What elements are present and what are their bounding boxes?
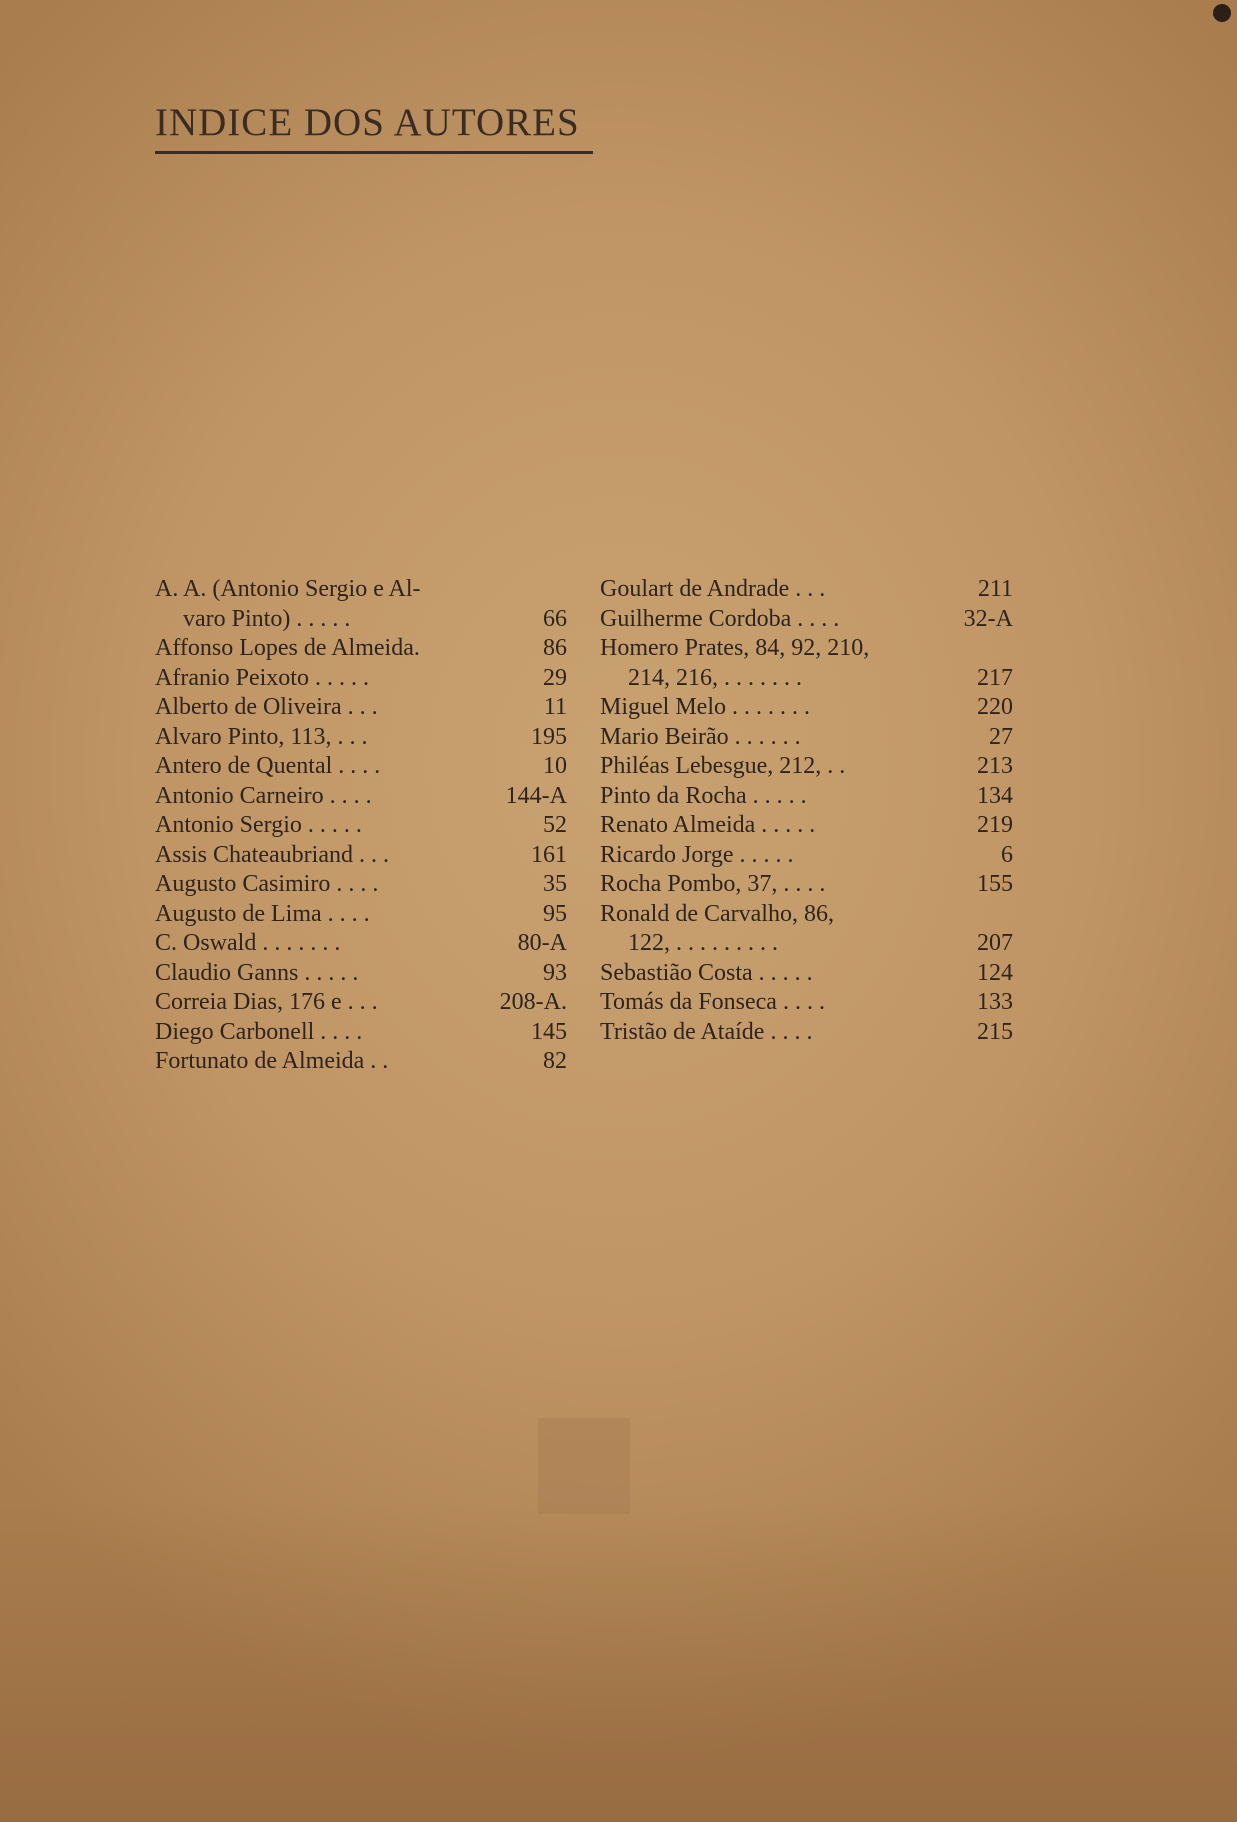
author-name: Guilherme Cordoba . . . . bbox=[600, 605, 840, 632]
page-reference: 6 bbox=[1001, 841, 1013, 868]
index-entry bbox=[155, 723, 567, 753]
page-reference: 220 bbox=[977, 694, 1013, 720]
page-reference: 155 bbox=[977, 871, 1013, 897]
page-reference: 95 bbox=[543, 900, 567, 927]
author-name: Affonso Lopes de Almeida. bbox=[155, 635, 420, 661]
author-name: Antero de Quental . . . . bbox=[155, 753, 381, 779]
index-title: INDICE DOS AUTORES bbox=[155, 101, 580, 144]
index-entry bbox=[600, 605, 1013, 635]
author-name: Alvaro Pinto, 113, . . . bbox=[155, 723, 368, 750]
author-name: Homero Prates, 84, 92, 210, bbox=[600, 635, 870, 661]
index-entry bbox=[600, 959, 1013, 989]
index-entry bbox=[600, 811, 1013, 841]
author-name: C. Oswald . . . . . . . bbox=[155, 930, 341, 956]
index-entry bbox=[600, 634, 1013, 693]
page-reference: 195 bbox=[531, 723, 567, 750]
page-reference: 207 bbox=[977, 930, 1013, 956]
author-name: Alberto de Oliveira . . . bbox=[155, 694, 378, 720]
author-name: Tomás da Fonseca . . . . bbox=[600, 989, 825, 1015]
page-reference: 93 bbox=[543, 959, 567, 986]
author-name: Pinto da Rocha . . . . . bbox=[600, 782, 807, 809]
author-name: Antonio Carneiro . . . . bbox=[155, 782, 372, 809]
page-reference: 211 bbox=[977, 576, 1013, 602]
page-reference: 52 bbox=[543, 812, 567, 838]
index-entry bbox=[155, 664, 567, 694]
index-entry bbox=[600, 723, 1013, 753]
author-name: Assis Chateaubriand . . . bbox=[155, 841, 389, 868]
author-name: Ricardo Jorge . . . . . bbox=[600, 841, 794, 868]
page-reference: 217 bbox=[977, 664, 1013, 691]
author-name: Tristão de Ataíde . . . . bbox=[600, 1018, 813, 1045]
page-reference: 35 bbox=[543, 871, 567, 897]
author-name: Philéas Lebesgue, 212, . . bbox=[600, 753, 846, 779]
page-reference: 32-A bbox=[963, 605, 1013, 632]
page-reference: 215 bbox=[977, 1018, 1013, 1045]
index-entry bbox=[155, 929, 567, 959]
page-reference: 27 bbox=[989, 723, 1013, 750]
page-reference: 66 bbox=[543, 605, 567, 632]
ink-spot bbox=[1213, 4, 1231, 22]
author-name: Afranio Peixoto . . . . . bbox=[155, 664, 369, 691]
index-entry bbox=[600, 693, 1013, 723]
author-name: Augusto de Lima . . . . bbox=[155, 900, 370, 927]
index-entry bbox=[155, 900, 567, 930]
index-entry bbox=[600, 752, 1013, 782]
index-entry bbox=[155, 752, 567, 782]
index-column-left bbox=[155, 575, 567, 1077]
page-reference: 11 bbox=[543, 694, 567, 720]
page-reference: 124 bbox=[977, 959, 1013, 986]
index-entry bbox=[155, 959, 567, 989]
author-name: Antonio Sergio . . . . . bbox=[155, 812, 362, 838]
page-reference: 161 bbox=[531, 841, 567, 868]
author-name: Correia Dias, 176 e . . . bbox=[155, 989, 378, 1015]
page-reference: 145 bbox=[531, 1018, 567, 1045]
author-name-continuation: 122, . . . . . . . . . bbox=[628, 930, 778, 956]
page-reference: 213 bbox=[977, 753, 1013, 779]
page-reference: 80-A bbox=[517, 930, 567, 956]
author-name: A. A. (Antonio Sergio e Al- bbox=[155, 576, 421, 602]
page-reference: 82 bbox=[543, 1048, 567, 1074]
page-reference: 134 bbox=[977, 782, 1013, 809]
index-column-right bbox=[600, 575, 1013, 1047]
author-name-continuation: varo Pinto) . . . . . bbox=[183, 605, 351, 632]
page-reference: 219 bbox=[977, 812, 1013, 838]
author-name: Rocha Pombo, 37, . . . . bbox=[600, 871, 826, 897]
index-entry bbox=[600, 841, 1013, 871]
faded-stamp-mark bbox=[538, 1418, 630, 1514]
index-entry bbox=[155, 870, 567, 900]
title-underline bbox=[155, 151, 593, 154]
author-name: Ronald de Carvalho, 86, bbox=[600, 900, 834, 927]
page-reference: 29 bbox=[543, 664, 567, 691]
index-entry bbox=[600, 900, 1013, 959]
page-reference: 208-A. bbox=[499, 989, 567, 1015]
index-entry bbox=[600, 1018, 1013, 1048]
author-name: Miguel Melo . . . . . . . bbox=[600, 694, 810, 720]
author-name: Augusto Casimiro . . . . bbox=[155, 871, 379, 897]
author-name: Renato Almeida . . . . . bbox=[600, 812, 816, 838]
index-entry bbox=[155, 841, 567, 871]
author-name-continuation: 214, 216, . . . . . . . bbox=[628, 664, 802, 691]
author-name: Mario Beirão . . . . . . bbox=[600, 723, 801, 750]
index-entry bbox=[600, 575, 1013, 605]
page-reference: 10 bbox=[543, 753, 567, 779]
author-name: Fortunato de Almeida . . bbox=[155, 1048, 389, 1074]
index-entry bbox=[155, 575, 567, 634]
index-entry bbox=[600, 782, 1013, 812]
author-name: Goulart de Andrade . . . bbox=[600, 576, 826, 602]
page-reference: 133 bbox=[977, 989, 1013, 1015]
index-entry bbox=[155, 693, 567, 723]
index-entry bbox=[600, 988, 1013, 1018]
index-entry bbox=[155, 1047, 567, 1077]
page-reference: 86 bbox=[543, 635, 567, 661]
index-entry bbox=[600, 870, 1013, 900]
page-reference: 144-A bbox=[505, 782, 567, 809]
index-entry bbox=[155, 988, 567, 1018]
index-entry bbox=[155, 1018, 567, 1048]
author-name: Claudio Ganns . . . . . bbox=[155, 959, 359, 986]
index-entry bbox=[155, 634, 567, 664]
author-name: Diego Carbonell . . . . bbox=[155, 1018, 363, 1045]
index-entry bbox=[155, 811, 567, 841]
author-name: Sebastião Costa . . . . . bbox=[600, 959, 813, 986]
index-entry bbox=[155, 782, 567, 812]
